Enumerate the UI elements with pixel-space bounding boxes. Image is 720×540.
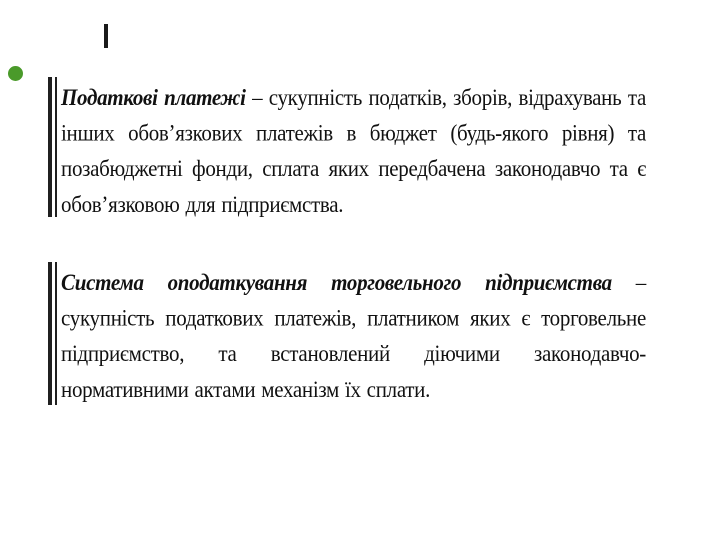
definition-block-tax-system <box>48 262 648 405</box>
definition-text: – сукупність податкових платежів, платником яких є торговельне підприємство, та встановлений діючими законодавчо-нормативними актами механізм їх сплати. <box>61 269 646 403</box>
slide-title-marker <box>104 24 108 48</box>
definition-block-tax-payments <box>48 77 648 217</box>
quote-bar-thin <box>55 262 57 405</box>
quote-bar <box>48 77 52 217</box>
definition-paragraph <box>61 80 646 223</box>
quote-bar <box>48 262 52 405</box>
definition-text: – сукупність податків, зборів, відрахувань та інших обов’язкових платежів в бюджет (будь-якого рівня) та позабюджетні фонди, сплата яких передбачена законодавчо та є обов’язковою для підприємства. <box>61 84 646 218</box>
definition-term: Система оподаткування торговельного підприємства <box>61 269 612 296</box>
quote-bar-thin <box>55 77 57 217</box>
bullet-icon <box>8 66 23 81</box>
definition-term: Податкові платежі <box>61 84 246 111</box>
definition-paragraph <box>61 265 646 408</box>
